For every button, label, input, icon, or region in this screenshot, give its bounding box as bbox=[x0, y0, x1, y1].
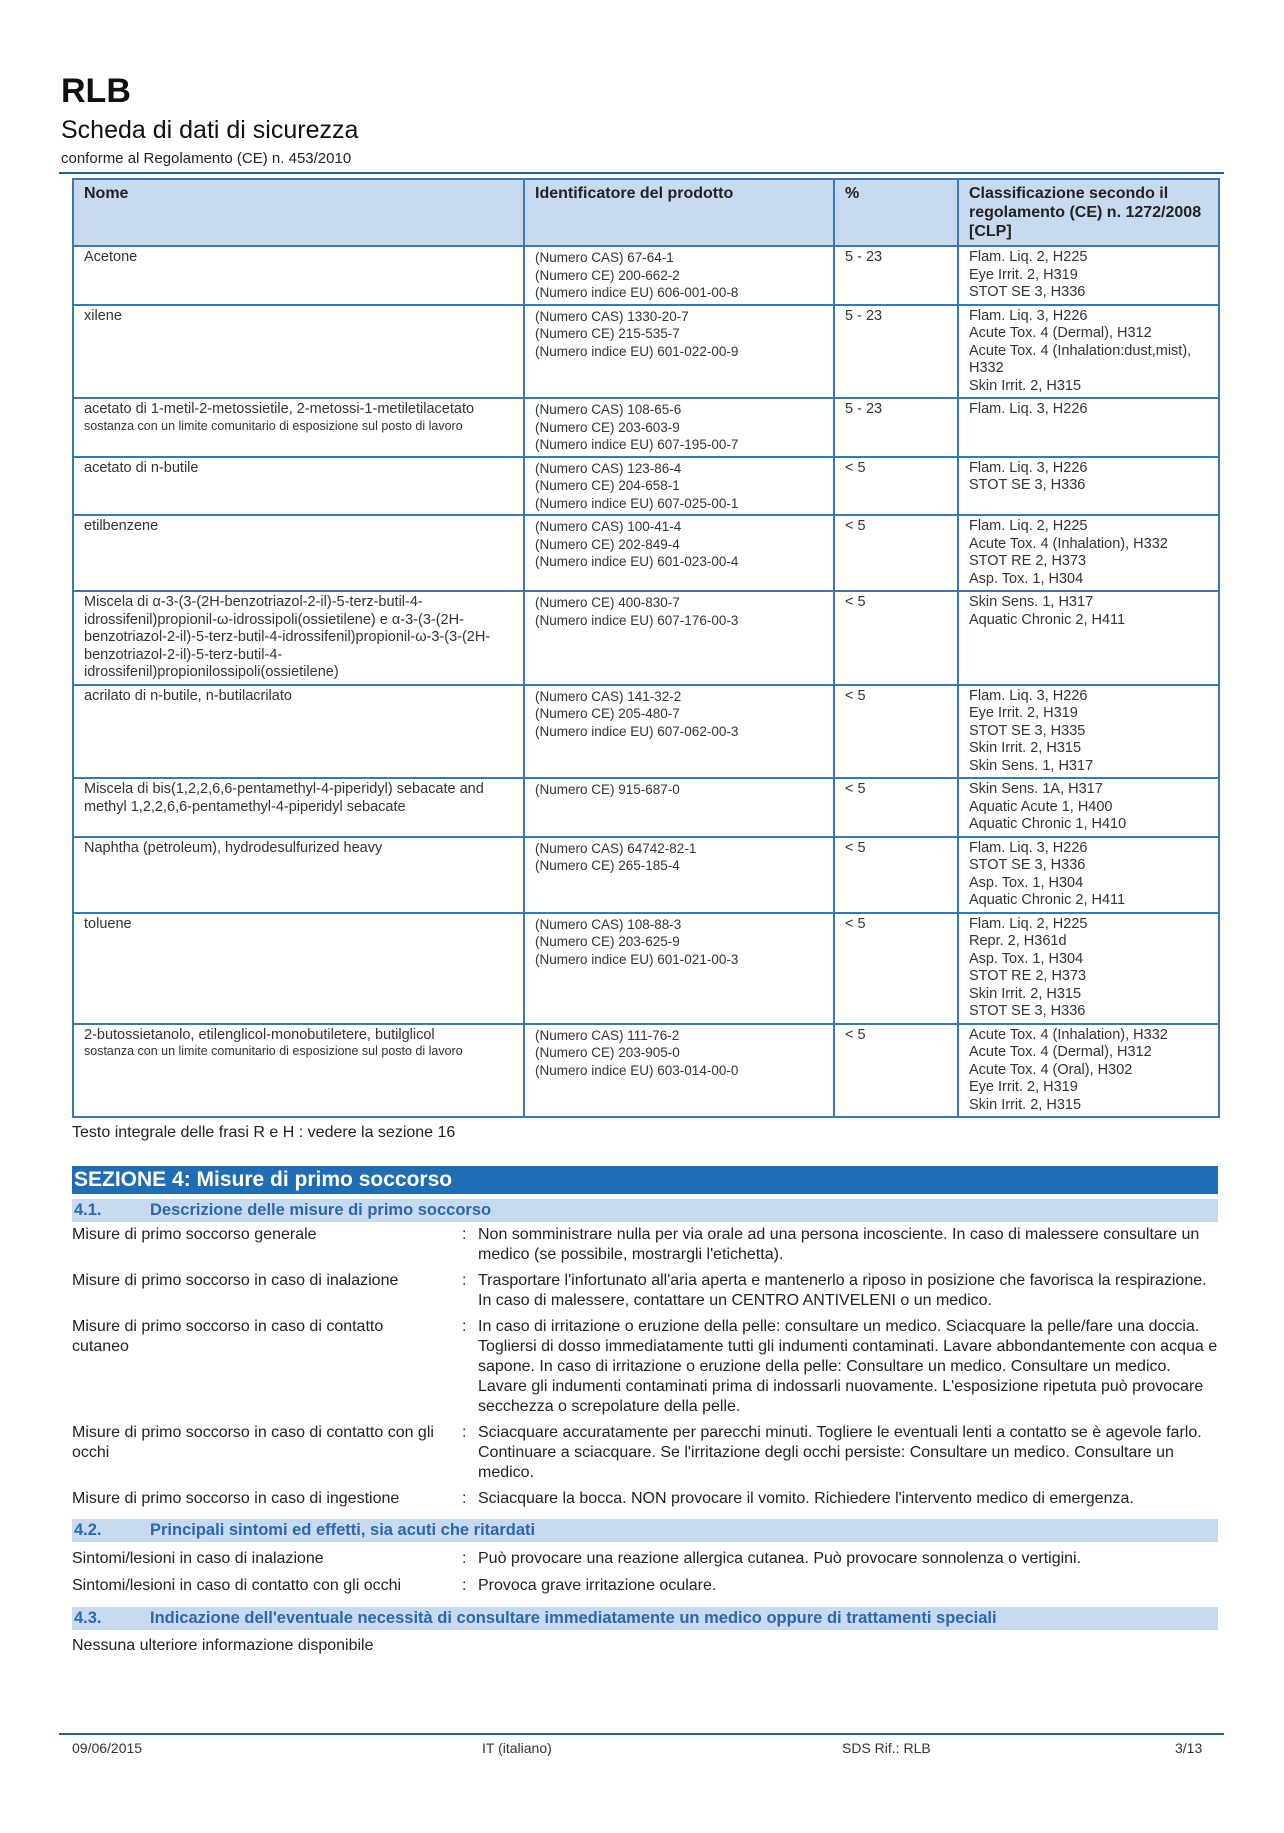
classification-line: STOT SE 3, H336 bbox=[969, 477, 1086, 493]
identifier-line: (Numero CE) 203-905-0 bbox=[535, 1045, 680, 1060]
identifier-line: (Numero indice EU) 601-022-00-9 bbox=[535, 343, 739, 359]
classification-line: Skin Irrit. 2, H315 bbox=[969, 377, 1082, 394]
identifier-cell bbox=[524, 398, 834, 457]
table-row bbox=[73, 1024, 1219, 1118]
field-label: Misure di primo soccorso in caso di contatto con gli occhi bbox=[72, 1424, 434, 1461]
classification-line: Skin Irrit. 2, H315 bbox=[969, 1096, 1082, 1113]
percent-cell: < 5 bbox=[834, 457, 958, 516]
full-text-note: Testo integrale delle frasi R e H : vedere la sezione 16 bbox=[72, 1124, 456, 1141]
identifier-line: (Numero CAS) 67-64-1 bbox=[535, 250, 674, 265]
identifier-line: (Numero CAS) 64742-82-1 bbox=[535, 840, 697, 856]
header-divider bbox=[59, 172, 1224, 174]
substance-name: acetato di n-butile bbox=[84, 459, 199, 476]
identifier-line: (Numero CE) 265-185-4 bbox=[535, 858, 680, 873]
identifier-line: (Numero indice EU) 607-062-00-3 bbox=[535, 723, 739, 739]
col-header-classification: Classificazione secondo il regolamento (CE) n. 1272/2008 [CLP] bbox=[958, 179, 1219, 246]
field-separator: : bbox=[462, 1318, 467, 1335]
classification-cell bbox=[958, 305, 1219, 399]
substance-name-cell bbox=[73, 913, 524, 1024]
subsection-number: 4.3. bbox=[74, 1609, 102, 1627]
classification-line: Skin Irrit. 2, H315 bbox=[969, 985, 1082, 1002]
percent-cell: < 5 bbox=[834, 591, 958, 685]
classification-line: Acute Tox. 4 (Dermal), H312 bbox=[969, 1044, 1152, 1060]
col-header-identifier: Identificatore del prodotto bbox=[524, 179, 834, 246]
identifier-line: (Numero CAS) 111-76-2 bbox=[535, 1027, 680, 1043]
classification-line: Eye Irrit. 2, H319 bbox=[969, 705, 1078, 721]
classification-line: Acute Tox. 4 (Inhalation:dust,mist), H332 bbox=[969, 342, 1192, 376]
classification-line: STOT RE 2, H373 bbox=[969, 553, 1087, 569]
substance-name: etilbenzene bbox=[84, 518, 159, 534]
substance-name: toluene bbox=[84, 915, 132, 932]
classification-line: Asp. Tox. 1, H304 bbox=[969, 950, 1084, 967]
classification-cell bbox=[958, 685, 1219, 779]
identifier-line: (Numero CE) 915-687-0 bbox=[535, 782, 680, 797]
field-separator: : bbox=[462, 1490, 467, 1507]
classification-cell bbox=[958, 246, 1219, 305]
table-body bbox=[73, 246, 1219, 1117]
substance-name-cell bbox=[73, 457, 524, 516]
field-label: Misure di primo soccorso in caso di ingestione bbox=[72, 1490, 400, 1507]
footer-language: IT (italiano) bbox=[482, 1740, 552, 1756]
identifier-line: (Numero CAS) 141-32-2 bbox=[535, 688, 682, 704]
classification-line: Aquatic Chronic 2, H411 bbox=[969, 611, 1126, 628]
substance-name: Naphtha (petroleum), hydrodesulfurized heavy bbox=[84, 839, 383, 856]
substance-name: xilene bbox=[84, 307, 122, 324]
substance-name: acrilato di n-butile, n-butilacrilato bbox=[84, 687, 292, 704]
classification-cell bbox=[958, 457, 1219, 516]
substance-name-cell bbox=[73, 246, 524, 305]
substance-name-cell bbox=[73, 515, 524, 591]
document-title: RLB bbox=[61, 72, 131, 110]
classification-line: Aquatic Chronic 2, H411 bbox=[969, 892, 1126, 908]
percent-cell: < 5 bbox=[834, 1024, 958, 1118]
subsection-4-1-header bbox=[72, 1199, 1218, 1222]
substance-name-cell bbox=[73, 398, 524, 457]
field-separator: : bbox=[462, 1272, 467, 1289]
identifier-cell bbox=[524, 913, 834, 1024]
section-4-header bbox=[72, 1166, 1218, 1194]
footer-reference: SDS Rif.: RLB bbox=[842, 1740, 931, 1756]
percent-cell: < 5 bbox=[834, 778, 958, 837]
identifier-cell bbox=[524, 778, 834, 837]
field-separator: : bbox=[462, 1226, 467, 1243]
subsection-title: Descrizione delle misure di primo soccorso bbox=[150, 1201, 492, 1219]
field-value: Può provocare una reazione allergica cutanea. Può provocare sonnolenza o vertigini. bbox=[478, 1550, 1082, 1567]
identifier-line: (Numero indice EU) 603-014-00-0 bbox=[535, 1062, 739, 1078]
section-4-title: SEZIONE 4: Misure di primo soccorso bbox=[74, 1168, 453, 1191]
classification-cell bbox=[958, 837, 1219, 913]
table-row bbox=[73, 685, 1219, 779]
field-label: Sintomi/lesioni in caso di inalazione bbox=[72, 1550, 324, 1567]
field-label: Misure di primo soccorso in caso di inalazione bbox=[72, 1272, 399, 1289]
subsection-4-2-header bbox=[72, 1519, 1218, 1542]
col-header-percent: % bbox=[834, 179, 958, 246]
footer-date: 09/06/2015 bbox=[72, 1740, 143, 1756]
substance-name-cell bbox=[73, 305, 524, 399]
classification-line: Acute Tox. 4 (Oral), H302 bbox=[969, 1061, 1133, 1078]
substance-name-cell bbox=[73, 837, 524, 913]
field-value: Trasportare l'infortunato all'aria aperta e mantenerlo a riposo in posizione che favorisca la respirazione. In caso di malessere, contattare un CENTRO ANTIVELENI o un medico. bbox=[478, 1272, 1207, 1309]
substance-name: Miscela di bis(1,2,2,6,6-pentamethyl-4-piperidyl) sebacate and methyl 1,2,2,6,6-pentamethyl-4-piperidyl sebacate bbox=[84, 781, 484, 815]
identifier-cell bbox=[524, 1024, 834, 1118]
classification-line: Repr. 2, H361d bbox=[969, 933, 1067, 949]
classification-line: Flam. Liq. 2, H225 bbox=[969, 915, 1088, 932]
col-header-name: Nome bbox=[73, 179, 524, 246]
field-value: Sciacquare la bocca. NON provocare il vomito. Richiedere l'intervento medico di emergenza. bbox=[478, 1490, 1134, 1507]
document-subtitle: Scheda di dati di sicurezza bbox=[61, 116, 359, 144]
percent-cell: 5 - 23 bbox=[834, 305, 958, 399]
info-text: Nessuna ulteriore informazione disponibile bbox=[72, 1637, 374, 1654]
classification-line: Flam. Liq. 3, H226 bbox=[969, 307, 1088, 324]
field-separator: : bbox=[462, 1550, 467, 1567]
identifier-line: (Numero CAS) 108-65-6 bbox=[535, 402, 682, 417]
classification-line: STOT SE 3, H336 bbox=[969, 284, 1086, 300]
classification-line: Flam. Liq. 2, H225 bbox=[969, 518, 1088, 534]
table-row bbox=[73, 591, 1219, 685]
classification-line: Aquatic Acute 1, H400 bbox=[969, 798, 1113, 815]
table-row bbox=[73, 305, 1219, 399]
identifier-line: (Numero CAS) 123-86-4 bbox=[535, 460, 682, 476]
regulation-note: conforme al Regolamento (CE) n. 453/2010 bbox=[61, 150, 352, 167]
identifier-line: (Numero indice EU) 601-023-00-4 bbox=[535, 554, 739, 569]
classification-cell bbox=[958, 515, 1219, 591]
identifier-line: (Numero indice EU) 606-001-00-8 bbox=[535, 285, 739, 300]
substance-name-cell bbox=[73, 591, 524, 685]
percent-cell: < 5 bbox=[834, 913, 958, 1024]
identifier-line: (Numero CE) 215-535-7 bbox=[535, 326, 680, 341]
subsection-4-3-header bbox=[72, 1607, 1218, 1630]
table-row bbox=[73, 515, 1219, 591]
percent-cell: 5 - 23 bbox=[834, 246, 958, 305]
field-value: Non somministrare nulla per via orale ad una persona incosciente. In caso di malessere consultare un medico (se possibile, mostrargli l'etichetta). bbox=[478, 1226, 1200, 1263]
identifier-cell bbox=[524, 685, 834, 779]
identifier-line: (Numero indice EU) 607-025-00-1 bbox=[535, 495, 739, 511]
identifier-line: (Numero CAS) 100-41-4 bbox=[535, 519, 682, 534]
table-row bbox=[73, 398, 1219, 457]
table-header-row bbox=[73, 179, 1219, 246]
field-separator: : bbox=[462, 1577, 467, 1594]
classification-line: Flam. Liq. 3, H226 bbox=[969, 401, 1088, 417]
classification-line: Flam. Liq. 2, H225 bbox=[969, 249, 1088, 265]
identifier-line: (Numero indice EU) 601-021-00-3 bbox=[535, 951, 739, 967]
classification-line: Skin Sens. 1, H317 bbox=[969, 594, 1094, 610]
table-row bbox=[73, 778, 1219, 837]
identifier-line: (Numero CAS) 1330-20-7 bbox=[535, 308, 689, 324]
subsection-number: 4.2. bbox=[74, 1521, 102, 1539]
classification-cell bbox=[958, 398, 1219, 457]
classification-line: Acute Tox. 4 (Inhalation), H332 bbox=[969, 1026, 1168, 1043]
subsection-number: 4.1. bbox=[74, 1201, 102, 1219]
field-label: Misure di primo soccorso generale bbox=[72, 1226, 317, 1243]
identifier-line: (Numero indice EU) 607-176-00-3 bbox=[535, 612, 739, 628]
table-row bbox=[73, 246, 1219, 305]
subsection-title: Indicazione dell'eventuale necessità di consultare immediatamente un medico oppure di trattamenti speciali bbox=[150, 1609, 997, 1627]
substance-note: sostanza con un limite comunitario di esposizione sul posto di lavoro bbox=[84, 418, 463, 433]
info-row bbox=[72, 1636, 1218, 1656]
identifier-line: (Numero CE) 400-830-7 bbox=[535, 595, 680, 610]
classification-cell bbox=[958, 1024, 1219, 1118]
substance-name: Miscela di α-3-(3-(2H-benzotriazol-2-il)-5-terz-butil-4-idrossifenil)propionil-ω-idrossipoli(ossietilene) e α-3-(3-(2H-benzotriazol-2-il)-5-terz-butil-4-idrossifenil)propionil-ω-3-(3-(2H-benzotriazol-2-il)-5-terz-butil-4-idrossifenil)propionilossipoli(ossietilene) bbox=[84, 594, 491, 680]
identifier-cell bbox=[524, 515, 834, 591]
classification-line: Skin Sens. 1A, H317 bbox=[969, 781, 1103, 797]
identifier-line: (Numero CE) 202-849-4 bbox=[535, 536, 680, 552]
substance-name: acetato di 1-metil-2-metossietile, 2-metossi-1-metiletilacetato bbox=[84, 401, 475, 417]
identifier-cell bbox=[524, 591, 834, 685]
classification-line: STOT SE 3, H336 bbox=[969, 857, 1086, 873]
identifier-line: (Numero CE) 205-480-7 bbox=[535, 706, 680, 721]
field-value: Provoca grave irritazione oculare. bbox=[478, 1577, 717, 1594]
identifier-line: (Numero CE) 204-658-1 bbox=[535, 478, 680, 493]
identifier-line: (Numero CAS) 108-88-3 bbox=[535, 916, 682, 932]
field-label: Sintomi/lesioni in caso di contatto con gli occhi bbox=[72, 1577, 402, 1594]
substance-name-cell bbox=[73, 1024, 524, 1118]
identifier-cell bbox=[524, 246, 834, 305]
table-row bbox=[73, 457, 1219, 516]
percent-cell: 5 - 23 bbox=[834, 398, 958, 457]
substance-note: sostanza con un limite comunitario di esposizione sul posto di lavoro bbox=[84, 1044, 463, 1058]
field-value: Sciacquare accuratamente per parecchi minuti. Togliere le eventuali lenti a contatto se è agevole farlo. Continuare a sciacquare. Se l'irritazione degli occhi persiste: Consultare un medico. Consultare un medico. bbox=[478, 1424, 1202, 1481]
classification-line: STOT SE 3, H336 bbox=[969, 1003, 1086, 1019]
field-label: Misure di primo soccorso in caso di contatto cutaneo bbox=[72, 1318, 384, 1355]
footer-divider bbox=[59, 1733, 1224, 1735]
classification-line: Skin Irrit. 2, H315 bbox=[969, 740, 1082, 756]
footer-page-number: 3/13 bbox=[1175, 1740, 1203, 1756]
table-row bbox=[73, 913, 1219, 1024]
identifier-cell bbox=[524, 305, 834, 399]
identifier-cell bbox=[524, 457, 834, 516]
identifier-line: (Numero indice EU) 607-195-00-7 bbox=[535, 437, 739, 452]
classification-cell bbox=[958, 913, 1219, 1024]
substance-name-cell bbox=[73, 778, 524, 837]
classification-line: Aquatic Chronic 1, H410 bbox=[969, 816, 1127, 832]
identifier-line: (Numero CE) 200-662-2 bbox=[535, 267, 680, 283]
substance-name: Acetone bbox=[84, 249, 138, 265]
identifier-line: (Numero CE) 203-603-9 bbox=[535, 419, 680, 435]
percent-cell: < 5 bbox=[834, 837, 958, 913]
percent-cell: < 5 bbox=[834, 685, 958, 779]
classification-line: Asp. Tox. 1, H304 bbox=[969, 874, 1084, 891]
classification-cell bbox=[958, 778, 1219, 837]
identifier-line: (Numero CE) 203-625-9 bbox=[535, 934, 680, 949]
classification-line: STOT RE 2, H373 bbox=[969, 968, 1087, 984]
field-separator: : bbox=[462, 1424, 467, 1441]
classification-line: Flam. Liq. 3, H226 bbox=[969, 839, 1088, 856]
classification-cell bbox=[958, 591, 1219, 685]
field-value: In caso di irritazione o eruzione della pelle: consultare un medico. Sciacquare la pelle/fare una doccia. Togliersi di dosso immediatamente tutti gli indumenti contaminati. Lavare abbondantemente con acqua e sapone. In caso di irritazione o eruzione della pelle: Consultare un medico. Consultare un medico. Lavare gli indumenti contaminati prima di indossarli nuovamente. L'esposizione ripetuta può provocare secchezza o screpolature della pelle. bbox=[478, 1318, 1218, 1415]
classification-line: Asp. Tox. 1, H304 bbox=[969, 570, 1084, 587]
composition-table bbox=[72, 178, 1220, 1118]
classification-line: Eye Irrit. 2, H319 bbox=[969, 266, 1078, 283]
substance-name-cell bbox=[73, 685, 524, 779]
subsection-title: Principali sintomi ed effetti, sia acuti che ritardati bbox=[150, 1521, 536, 1539]
classification-line: STOT SE 3, H335 bbox=[969, 722, 1086, 739]
classification-line: Flam. Liq. 3, H226 bbox=[969, 459, 1088, 476]
classification-line: Acute Tox. 4 (Inhalation), H332 bbox=[969, 535, 1168, 552]
classification-line: Flam. Liq. 3, H226 bbox=[969, 687, 1088, 704]
classification-line: Eye Irrit. 2, H319 bbox=[969, 1079, 1078, 1095]
percent-cell: < 5 bbox=[834, 515, 958, 591]
table-row bbox=[73, 837, 1219, 913]
identifier-cell bbox=[524, 837, 834, 913]
classification-line: Skin Sens. 1, H317 bbox=[969, 757, 1094, 774]
classification-line: Acute Tox. 4 (Dermal), H312 bbox=[969, 325, 1152, 341]
substance-name: 2-butossietanolo, etilenglicol-monobutiletere, butilglicol bbox=[84, 1026, 435, 1043]
